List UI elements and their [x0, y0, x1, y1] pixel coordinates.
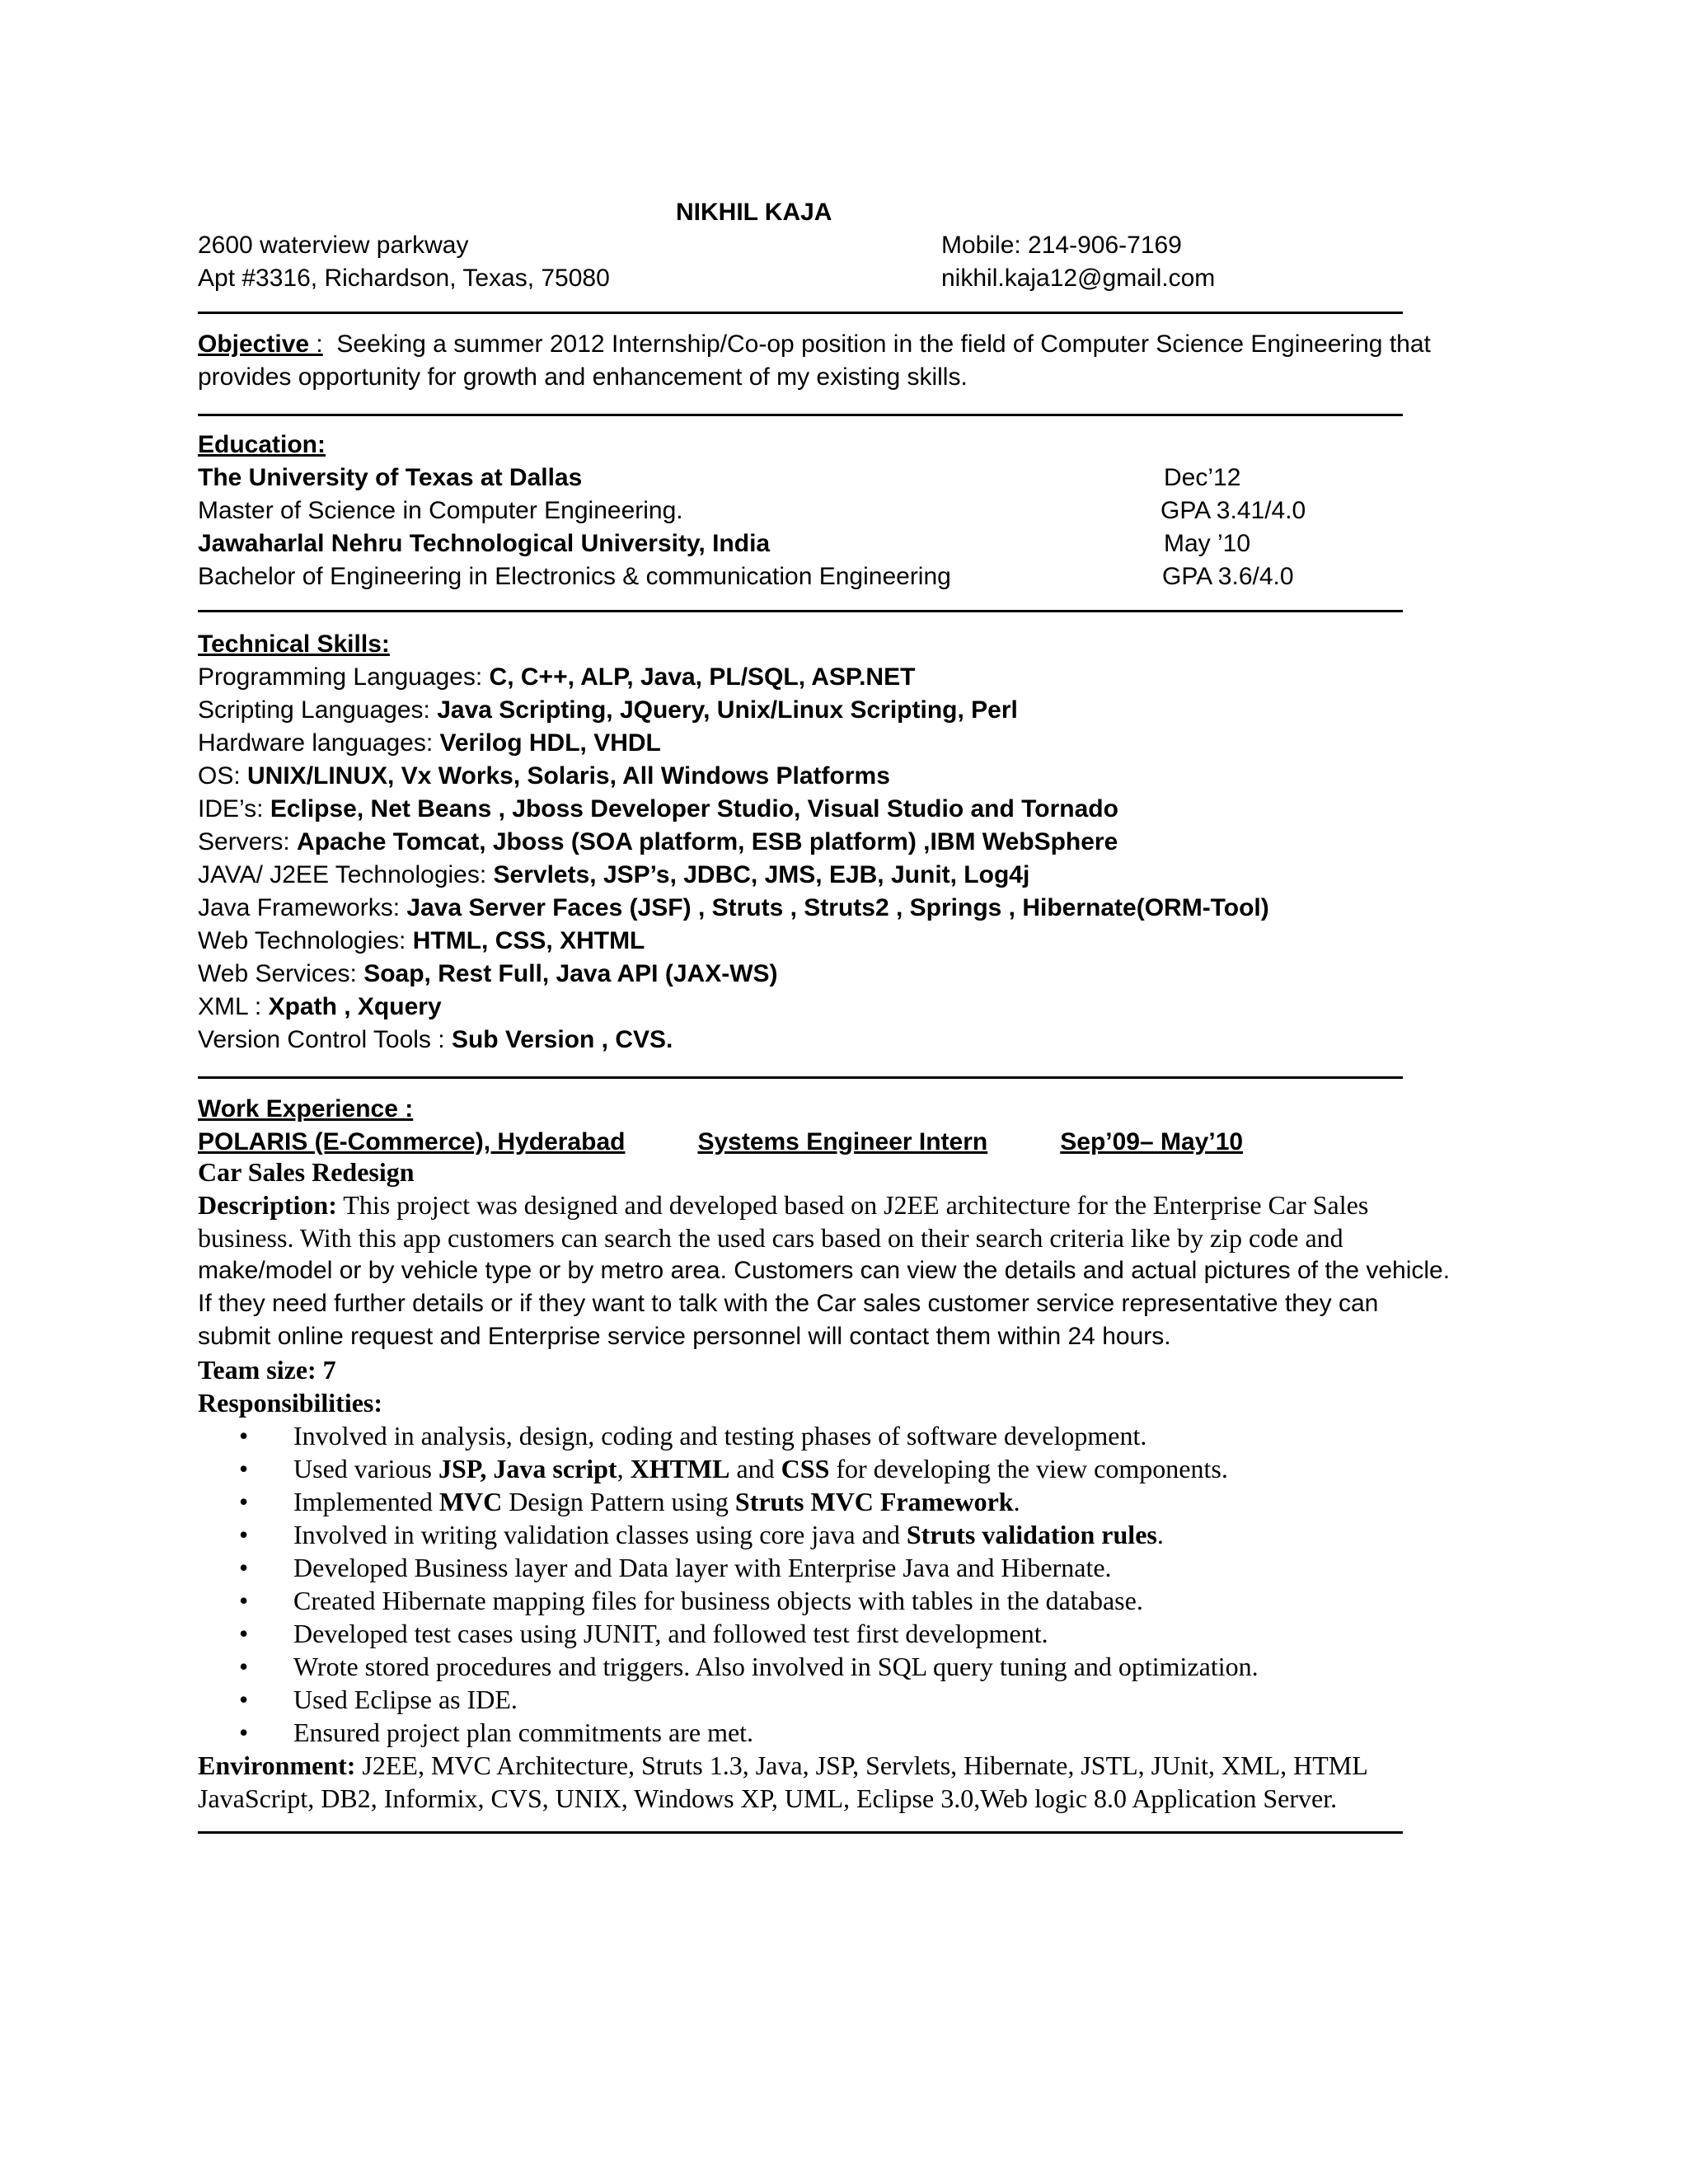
skill-value: Soap, Rest Full, Java API (JAX-WS)	[363, 960, 778, 987]
email-address: nikhil.kaja12@gmail.com	[941, 265, 1216, 292]
list-item-text: Developed test cases using JUNIT, and followed test first development.	[293, 1619, 1048, 1648]
bullet-icon: •	[239, 1421, 249, 1451]
bullet-icon: •	[239, 1652, 249, 1681]
description-line	[198, 1188, 1484, 1221]
address-line-2: Apt #3316, Richardson, Texas, 75080	[198, 265, 610, 292]
list-item-text: Created Hibernate mapping files for business objects with tables in the database.	[293, 1586, 1143, 1615]
skill-row	[198, 694, 1484, 727]
list-item	[198, 1518, 1484, 1551]
skill-value: HTML, CSS, XHTML	[412, 927, 645, 954]
objective-section	[198, 328, 1484, 394]
divider	[198, 1831, 1403, 1834]
skill-value: Sub Version , CVS.	[451, 1026, 673, 1053]
divider	[198, 312, 1403, 314]
objective-heading: Objective	[198, 330, 316, 358]
skills-heading: Technical Skills:	[198, 630, 390, 658]
list-item-text: Involved in writing validation classes using core java and	[293, 1520, 907, 1549]
list-item-text: Ensured project plan commitments are met.	[293, 1718, 754, 1747]
description-line: If they need further details or if they want to talk with the Car sales customer service representative they can	[198, 1290, 1379, 1317]
skill-value: Java Server Faces (JSF) , Struts , Struts2 , Springs , Hibernate(ORM-Tool)	[406, 894, 1269, 921]
skill-row	[198, 826, 1484, 859]
environment-section	[198, 1749, 1484, 1815]
skill-row	[198, 793, 1484, 826]
list-item-text: Developed Business layer and Data layer with Enterprise Java and Hibernate.	[293, 1553, 1112, 1582]
divider	[198, 610, 1403, 612]
list-item-text: .	[1013, 1487, 1020, 1516]
list-item-text: ,	[617, 1454, 631, 1483]
skill-value: Eclipse, Net Beans , Jboss Developer Studio, Visual Studio and Tornado	[270, 795, 1118, 823]
bullet-icon: •	[239, 1454, 249, 1483]
skills-section	[198, 628, 1484, 1057]
skill-label: Web Technologies:	[198, 927, 413, 954]
divider	[198, 1076, 1403, 1079]
skill-value: C, C++, ALP, Java, PL/SQL, ASP.NET	[489, 663, 916, 691]
environment-line-1	[198, 1749, 1484, 1782]
skill-value: Apache Tomcat, Jboss (SOA platform, ESB platform) ,IBM WebSphere	[297, 828, 1118, 855]
list-item-text: Struts MVC Framework	[734, 1487, 1014, 1516]
objective-separator: :	[316, 330, 323, 358]
description-line: make/model or by vehicle type or by metro area. Customers can view the details and actual pictures of the vehicle.	[198, 1257, 1451, 1284]
list-item-text: CSS	[781, 1454, 830, 1483]
skill-label: Java Frameworks:	[198, 894, 407, 921]
address-line-1: 2600 waterview parkway	[198, 232, 469, 259]
list-item-text: Struts validation rules	[906, 1520, 1157, 1549]
bullet-icon: •	[239, 1553, 249, 1582]
list-item-text: JSP, Java script	[438, 1454, 617, 1483]
skill-value: Verilog HDL, VHDL	[439, 729, 661, 757]
skill-row	[198, 1024, 1484, 1057]
skill-value: UNIX/LINUX, Vx Works, Solaris, All Windows Platforms	[247, 762, 890, 790]
skill-row	[198, 958, 1484, 991]
skill-label: Programming Languages:	[198, 663, 490, 691]
environment-line-2: JavaScript, DB2, Informix, CVS, UNIX, Windows XP, UML, Eclipse 3.0,Web logic 8.0 Application Server.	[198, 1783, 1338, 1813]
environment-label: Environment:	[198, 1750, 356, 1780]
list-item-text: MVC	[438, 1487, 503, 1516]
divider	[198, 414, 1403, 416]
list-item-text: Design Pattern using	[502, 1487, 735, 1516]
work-heading: Work Experience :	[198, 1095, 414, 1122]
list-item-text: Wrote stored procedures and triggers. Also involved in SQL query tuning and optimization.	[293, 1652, 1259, 1681]
bullet-icon: •	[239, 1718, 249, 1747]
job-role: Systems Engineer Intern	[697, 1128, 988, 1155]
education-degree-2: Bachelor of Engineering in Electronics & communication Engineering	[198, 563, 951, 590]
job-company: POLARIS (E-Commerce), Hyderabad	[198, 1128, 626, 1155]
list-item	[198, 1485, 1484, 1518]
mobile-number: Mobile: 214-906-7169	[941, 232, 1182, 259]
list-item	[198, 1584, 1484, 1617]
environment-text: J2EE, MVC Architecture, Struts 1.3, Java, JSP, Servlets, Hibernate, JSTL, JUnit, XML, HTML	[355, 1750, 1368, 1780]
list-item	[198, 1551, 1484, 1584]
list-item-text: .	[1156, 1520, 1164, 1549]
project-title: Car Sales Redesign	[198, 1157, 415, 1187]
list-item-text: Implemented	[293, 1487, 439, 1516]
bullet-icon: •	[239, 1520, 249, 1549]
list-item-text: for developing the view components.	[829, 1454, 1228, 1483]
education-school-1: The University of Texas at Dallas	[198, 464, 583, 491]
list-item-text: Used various	[293, 1454, 438, 1483]
list-item	[198, 1650, 1484, 1683]
skill-label: Version Control Tools :	[198, 1026, 452, 1053]
description-line: business. With this app customers can search the used cars based on their search criteria like by zip code and	[198, 1223, 1343, 1253]
skill-row	[198, 859, 1484, 892]
description-text: This project was designed and developed based on J2EE architecture for the Enterprise Car Sales	[336, 1190, 1369, 1220]
skill-row	[198, 727, 1484, 760]
education-degree-1: Master of Science in Computer Engineering.	[198, 497, 683, 524]
skill-value: Java Scripting, JQuery, Unix/Linux Scripting, Perl	[437, 696, 1018, 724]
description-line: submit online request and Enterprise service personnel will contact them within 24 hours.	[198, 1323, 1171, 1350]
education-heading: Education:	[198, 431, 326, 458]
team-size: Team size: 7	[198, 1355, 336, 1385]
skill-row	[198, 892, 1484, 925]
education-gpa-2: GPA 3.6/4.0	[1162, 563, 1294, 590]
list-item	[198, 1452, 1484, 1485]
education-school-2: Jawaharlal Nehru Technological University, India	[198, 530, 771, 557]
job-dates: Sep’09– May’10	[1060, 1128, 1244, 1155]
skill-label: XML :	[198, 993, 269, 1020]
skill-label: JAVA/ J2EE Technologies:	[198, 861, 494, 888]
list-item-text: XHTML	[630, 1454, 730, 1483]
education-date-1: Dec’12	[1164, 464, 1241, 491]
list-item	[198, 1419, 1484, 1452]
skill-row	[198, 925, 1484, 958]
skill-label: Scripting Languages:	[198, 696, 438, 724]
responsibilities-list	[198, 1419, 1484, 1749]
skill-label: Hardware languages:	[198, 729, 440, 757]
list-item	[198, 1617, 1484, 1650]
job-title-line	[198, 1126, 1244, 1159]
objective-text-line-2: provides opportunity for growth and enhancement of my existing skills.	[198, 363, 968, 391]
list-item	[198, 1683, 1484, 1716]
list-item	[198, 1716, 1484, 1749]
skill-row	[198, 760, 1484, 793]
responsibilities-heading: Responsibilities:	[198, 1388, 383, 1418]
project-section	[198, 1155, 1484, 1419]
list-item-text: Involved in analysis, design, coding and testing phases of software development.	[293, 1421, 1147, 1451]
skill-value: Xpath , Xquery	[268, 993, 442, 1020]
list-item-text: Used Eclipse as IDE.	[293, 1685, 518, 1714]
description-label: Description:	[198, 1190, 337, 1220]
skill-label: Servers:	[198, 828, 298, 855]
skill-row	[198, 991, 1484, 1024]
education-gpa-1: GPA 3.41/4.0	[1160, 497, 1306, 524]
skill-label: IDE’s:	[198, 795, 270, 823]
education-date-2: May ’10	[1164, 530, 1251, 557]
candidate-name: NIKHIL KAJA	[676, 199, 832, 226]
bullet-icon: •	[239, 1619, 249, 1648]
skill-label: OS:	[198, 762, 248, 790]
bullet-icon: •	[239, 1685, 249, 1714]
list-item-text: and	[729, 1454, 781, 1483]
bullet-icon: •	[239, 1487, 249, 1516]
skill-row	[198, 661, 1484, 694]
skill-label: Web Services:	[198, 960, 364, 987]
objective-text-line-1: Seeking a summer 2012 Internship/Co-op position in the field of Computer Science Engineering that	[336, 330, 1431, 358]
bullet-icon: •	[239, 1586, 249, 1615]
skill-value: Servlets, JSP’s, JDBC, JMS, EJB, Junit, Log4j	[493, 861, 1030, 888]
